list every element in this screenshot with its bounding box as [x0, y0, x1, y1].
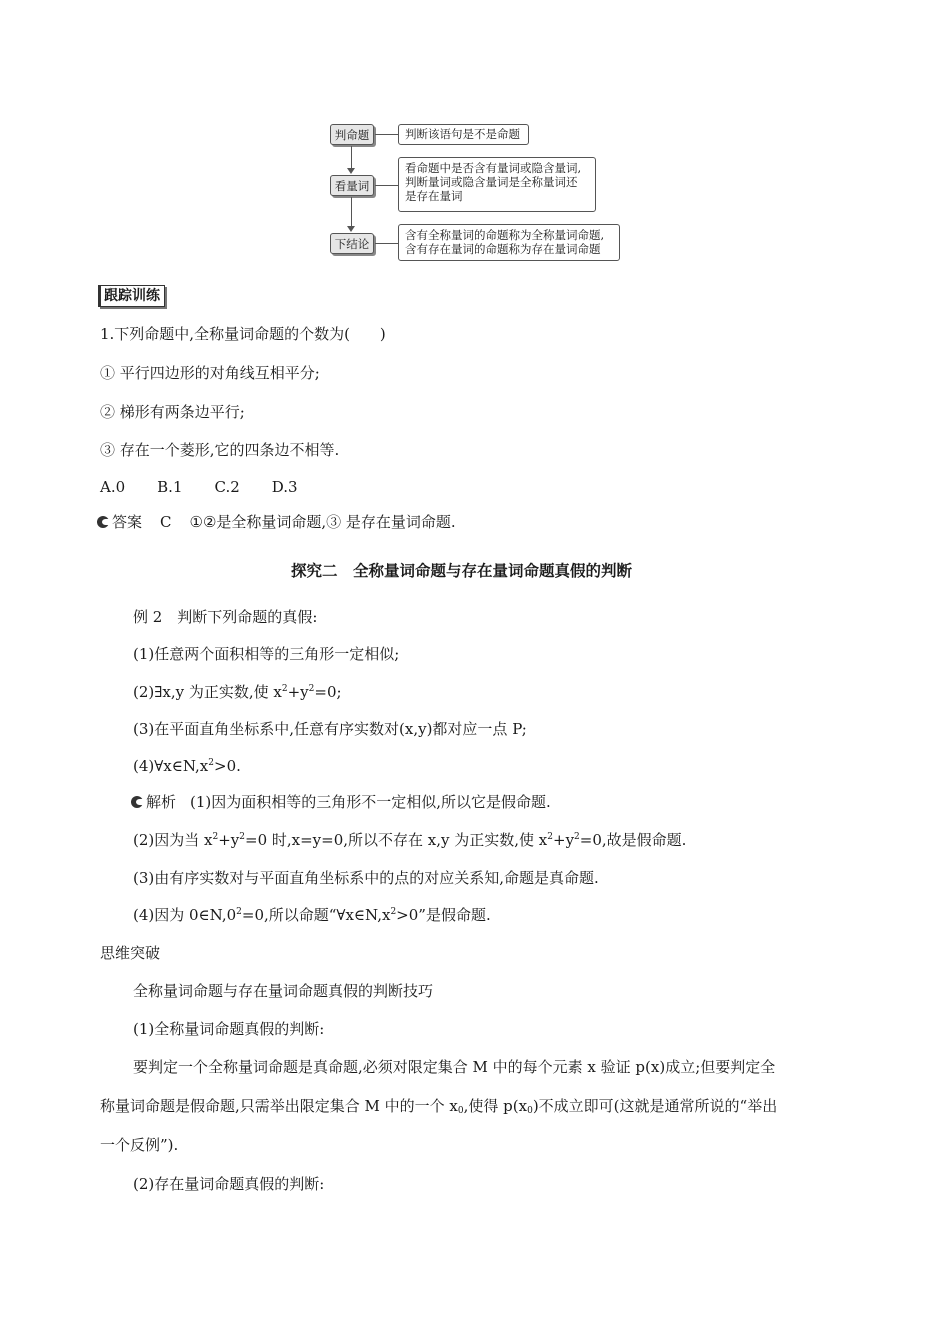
text: =0,所以命题“∀x∈N,x	[241, 906, 391, 924]
answer-text: ①②是全称量词命题,③ 是存在量词命题.	[189, 513, 456, 531]
flowchart-link	[375, 185, 398, 186]
solution-3: (3)由有序实数对与平面直角坐标系中的点的对应关系知,命题是真命题.	[133, 869, 599, 887]
practice-question: 1.下列命题中,全称量词命题的个数为( )	[100, 325, 386, 343]
arrow-down-icon	[347, 226, 355, 232]
text: =0;	[314, 683, 342, 701]
practice-tag: 跟踪训练	[98, 285, 165, 307]
superscript: 2	[308, 684, 315, 694]
text: >0.	[214, 757, 241, 775]
superscript: 2	[236, 907, 242, 917]
thinking-p2-title: (2)存在量词命题真假的判断:	[133, 1175, 325, 1193]
flowchart-desc-2	[398, 157, 596, 212]
solution-icon	[131, 796, 143, 808]
thinking-p1-line2	[100, 1096, 777, 1116]
flowchart-step-2: 看量词	[330, 175, 374, 196]
solution-4	[133, 905, 491, 925]
superscript: 2	[208, 758, 214, 768]
flowchart-link	[375, 134, 398, 135]
desc-line: 判断量词或隐含量词是全称量词还	[405, 175, 578, 189]
subscript: 0	[457, 1106, 464, 1116]
example-item-3: (3)在平面直角坐标系中,任意有序实数对(x,y)都对应一点 P;	[133, 720, 527, 738]
desc-line: 含有全称量词的命题称为全称量词命题,	[405, 228, 605, 242]
practice-item: ③ 存在一个菱形,它的四条边不相等.	[100, 441, 340, 459]
superscript: 2	[212, 832, 219, 842]
solution-2	[133, 830, 686, 850]
desc-line: 是存在量词	[405, 189, 463, 203]
flowchart-connector	[351, 146, 352, 168]
solution-label: 解析	[146, 793, 177, 811]
thinking-p1-line3: 一个反例”).	[100, 1136, 179, 1154]
arrow-down-icon	[347, 168, 355, 174]
option-b: B.1	[157, 478, 183, 496]
flowchart-connector	[351, 197, 352, 226]
desc-line: 含有存在量词的命题称为存在量词命题	[405, 242, 601, 256]
text: +y	[218, 831, 240, 849]
example-item-1: (1)任意两个面积相等的三角形一定相似;	[133, 645, 400, 663]
text: (1)因为面积相等的三角形不一定相似,所以它是假命题.	[190, 793, 551, 811]
section-title: 探究二 全称量词命题与存在量词命题真假的判断	[291, 561, 633, 580]
example-item-4	[133, 756, 241, 776]
practice-answer	[97, 512, 456, 532]
thinking-title: 思维突破	[100, 944, 161, 962]
example-item-2	[133, 682, 342, 702]
practice-item: ① 平行四边形的对角线互相平分;	[100, 364, 320, 382]
text: (2)∃x,y 为正实数,使 x	[133, 683, 282, 701]
text: +y	[287, 683, 309, 701]
thinking-subtitle: 全称量词命题与存在量词命题真假的判断技巧	[133, 982, 434, 1000]
answer-choice: C	[160, 513, 172, 531]
thinking-p1-title: (1)全称量词命题真假的判断:	[133, 1020, 325, 1038]
text: =0 时,x=y=0,所以不存在 x,y 为正实数,使 x	[245, 831, 548, 849]
superscript: 2	[574, 832, 580, 842]
text: =0,故是假命题.	[579, 831, 687, 849]
solution-1	[131, 792, 551, 812]
flowchart-step-3: 下结论	[330, 233, 374, 254]
flowchart-link	[375, 243, 398, 244]
superscript: 2	[281, 684, 288, 694]
subscript: 0	[527, 1106, 533, 1116]
answer-icon	[97, 516, 109, 528]
text: (2)因为当 x	[133, 831, 213, 849]
option-d: D.3	[271, 478, 298, 496]
desc-line: 判断该语句是不是命题	[405, 127, 520, 141]
text: >0”是假命题.	[396, 906, 491, 924]
superscript: 2	[239, 832, 245, 842]
option-a: A.0	[100, 478, 126, 496]
text: 称量词命题是假命题,只需举出限定集合 M 中的一个 x	[100, 1097, 458, 1115]
thinking-p1-line1: 要判定一个全称量词命题是真命题,必须对限定集合 M 中的每个元素 x 验证 p(x)成立;但要判定全	[133, 1058, 776, 1076]
text: (4)∀x∈N,x	[133, 757, 209, 775]
answer-label: 答案	[112, 513, 143, 531]
superscript: 2	[390, 907, 397, 917]
text: +y	[553, 831, 575, 849]
option-c: C.2	[214, 478, 240, 496]
example-title: 例 2 判断下列命题的真假:	[133, 608, 318, 626]
flowchart-step-1: 判命题	[330, 124, 374, 145]
flowchart-desc-3	[398, 224, 620, 261]
text: )不成立即可(这就是通常所说的“举出	[532, 1097, 778, 1115]
desc-line: 看命题中是否含有量词或隐含量词,	[405, 161, 582, 175]
practice-options	[100, 477, 298, 497]
text: ,使得 p(x	[463, 1097, 528, 1115]
superscript: 2	[547, 832, 553, 842]
practice-item: ② 梯形有两条边平行;	[100, 403, 245, 421]
flowchart-desc-1	[398, 124, 529, 145]
text: (4)因为 0∈N,0	[133, 906, 237, 924]
